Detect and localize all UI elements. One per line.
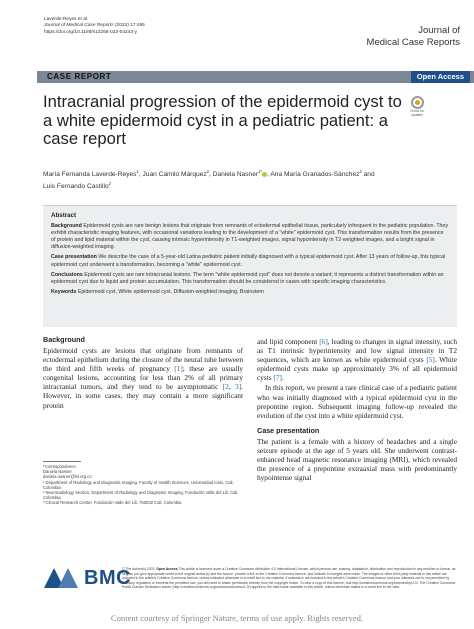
footnote-rule	[43, 461, 81, 462]
abstract-background: Background Epidermoid cysts are rare benign lesions that originate from remnants of ectodermal epithelial tissue, particularly infrequent in the pediatric population. They exhibit characteristic imaging features, with occasional variations leading to the development of a "white" epidermoid cyst. This transformation results from the presence of protein and lipid material within the cyst, causing intrinsic hyperintensity in T1-weighted images, signal hypointensity in T2-weighted images, and a bright signal in diffusion-weighted imaging.	[51, 223, 449, 251]
license-statement: © The Author(s) 2023. Open Access This article is licensed under a Creative Commons Attribution 4.0 International License, which permits use, sharing, adaptation, distribution and reproduction in any medium or format, as long as you give appropriate credit to the original author(s) and the source, provide a link to the Creative Commons licence, and indicate if changes were made. The images or other third party material in this article are included in the article's Creative Commons licence, unless indicated otherwise in a credit line to the material. If material is not included in the article's Creative Commons licence and your intended use is not permitted by statutory regulation or exceeds the permitted use, you will need to obtain permission directly from the copyright holder. To view a copy of this licence, visit http://creativecommons.org/licenses/by/4.0/. The Creative Commons Public Domain Dedication waiver (http://creativecommons.org/publicdomain/zero/1.0/) applies to the data made available in this article, unless otherwise stated in a credit line to the data.	[122, 567, 456, 590]
section-heading-case-presentation: Case presentation	[257, 425, 320, 435]
author-name[interactable]: Juan Camilo Márquez	[142, 171, 207, 179]
abstract-case-presentation: Case presentation We describe the case of a 5-year-old Latina pediatric patient initially diagnosed with a typical epidermoid cyst. After 13 years of follow-up, this typical epidermoid cyst underwent a transformation, becoming a "white" epidermoid cyst.	[51, 254, 446, 268]
bmc-logo-text: BMC	[84, 567, 132, 589]
running-header	[44, 17, 145, 36]
author-name[interactable]: Daniela Nasner	[212, 171, 259, 179]
section-heading-background: Background	[43, 335, 85, 344]
abstract-heading: Abstract	[51, 212, 77, 219]
courtesy-watermark: Content courtesy of Springer Nature, terms of use apply. Rights reserved.	[110, 613, 364, 623]
abstract-keywords: Keywords Epidermoid cyst, White epidermoid cyst, Diffusion-weighted imaging, Brainstem	[51, 288, 264, 295]
article-title: Intracranial progression of the epidermoid cyst to a white epidermoid cyst in a pediatric patient: a case report	[43, 92, 402, 148]
citation-link[interactable]: [5]	[426, 355, 435, 365]
paragraph: and lipid component [6], leading to changes in signal intensity, such as T1 intrinsic hyperintensity and low signal intensity in T2 sequences, which are known as white epidermoid cysts [5]. White epidermoid cysts make up approximately 3% of all epidermoid cysts [7].	[257, 337, 457, 383]
citation-link[interactable]: [1]	[174, 364, 183, 374]
paragraph: The patient is a female with a history of headaches and a single seizure episode at the age of 5 years old. She underwent contrast-enhanced head magnetic resonance imaging (MRI), which revealed the presence of a prepontine extraaxial mass with predominantly hypointense signal	[257, 436, 457, 483]
crossmark-label: Check for updates	[410, 109, 424, 117]
article-type-band	[37, 71, 474, 83]
header-journal-cite: Journal of Medical Case Reports	[44, 23, 114, 29]
author-name[interactable]: Luis Fernando Castillo	[43, 183, 109, 191]
abstract-box	[43, 205, 457, 327]
journal-name-line2: Medical Case Reports	[366, 36, 460, 48]
citation-link[interactable]: [7]	[273, 373, 282, 383]
header-year-issue: (2023) 17:495	[114, 23, 145, 29]
correspondence-email[interactable]: daniela.nasner@fvl.org.co	[43, 474, 92, 480]
author-name[interactable]: Ana María Granados-Sánchez	[270, 171, 360, 179]
abstract-conclusions: Conclusions Epidermoid cysts are rare intracranial lesions. The term "white epidermoid cyst" does not denote a variant; it represents a distinct transformation within an epidermoid cyst due to liquid and protein accumulation. This transformation should be considered in cases with specific imaging characteristics.	[51, 271, 444, 285]
citation-link[interactable]: 3	[235, 382, 239, 392]
author-list: María Fernanda Laverde-Reyes$^1$, Juan Camilo Márquez$^2$, Daniela Nasner$^{1*}$ , Ana María Granados-Sánchez$^2$ and Luis Fernando Castillo$^2$	[43, 169, 375, 191]
header-authors: Laverde-Reyes et al.	[44, 17, 89, 22]
citation-link[interactable]: [6]	[319, 337, 328, 346]
open-access-badge: Open Access	[411, 71, 470, 83]
body-left-column	[43, 335, 243, 410]
journal-name-line1: Journal of	[418, 25, 460, 36]
author-name[interactable]: María Fernanda Laverde-Reyes	[43, 171, 137, 179]
check-for-updates-button[interactable]	[405, 96, 429, 117]
orcid-icon[interactable]	[262, 172, 267, 177]
article-type-label: CASE REPORT	[47, 72, 112, 81]
body-right-column	[257, 337, 457, 482]
crossmark-icon	[411, 96, 424, 109]
bmc-logo-mark-secondary	[58, 568, 78, 588]
correspondence-footnote: *Correspondence: Daniela Nasner daniela.nasner@fvl.org.co ¹ Department of Radiology and Diagnostic Imaging, Faculty of Health Sciences, Universidad Icesi, Cali, Colombia ² Neuroradiology Section, Department of Radiology and Diagnostic Imaging, Fundación Valle del Lili, Cali, Colombia ³ Clinical Research Center, Fundación Valle del Lili, 760032 Cali, Colombia	[43, 464, 243, 506]
paragraph: Epidermoid cysts are lesions that originate from remnants of ectodermal epithelium during the closure of the neural tube between the third and fifth weeks of pregnancy [1]; these are usually congenital lesions, accounting for less than 2% of all primary intracranial tumors, and they tend to be asymptomatic [2, 3]. However, in some cases, they may contain a more significant protein	[43, 346, 243, 410]
bmc-logo[interactable]	[44, 566, 134, 590]
journal-name	[367, 25, 460, 48]
paragraph: In this report, we present a rare clinical case of a pediatric patient who was initially diagnosed with a typical epidermoid cyst in the prepontine region. Subsequent imaging follow-up revealed the evolution of the cyst into a white epidermoid cyst.	[257, 383, 457, 420]
citation-link[interactable]: [2	[222, 382, 229, 392]
header-doi[interactable]: https://doi.org/10.1186/s13256-023-04243-y	[44, 29, 137, 35]
